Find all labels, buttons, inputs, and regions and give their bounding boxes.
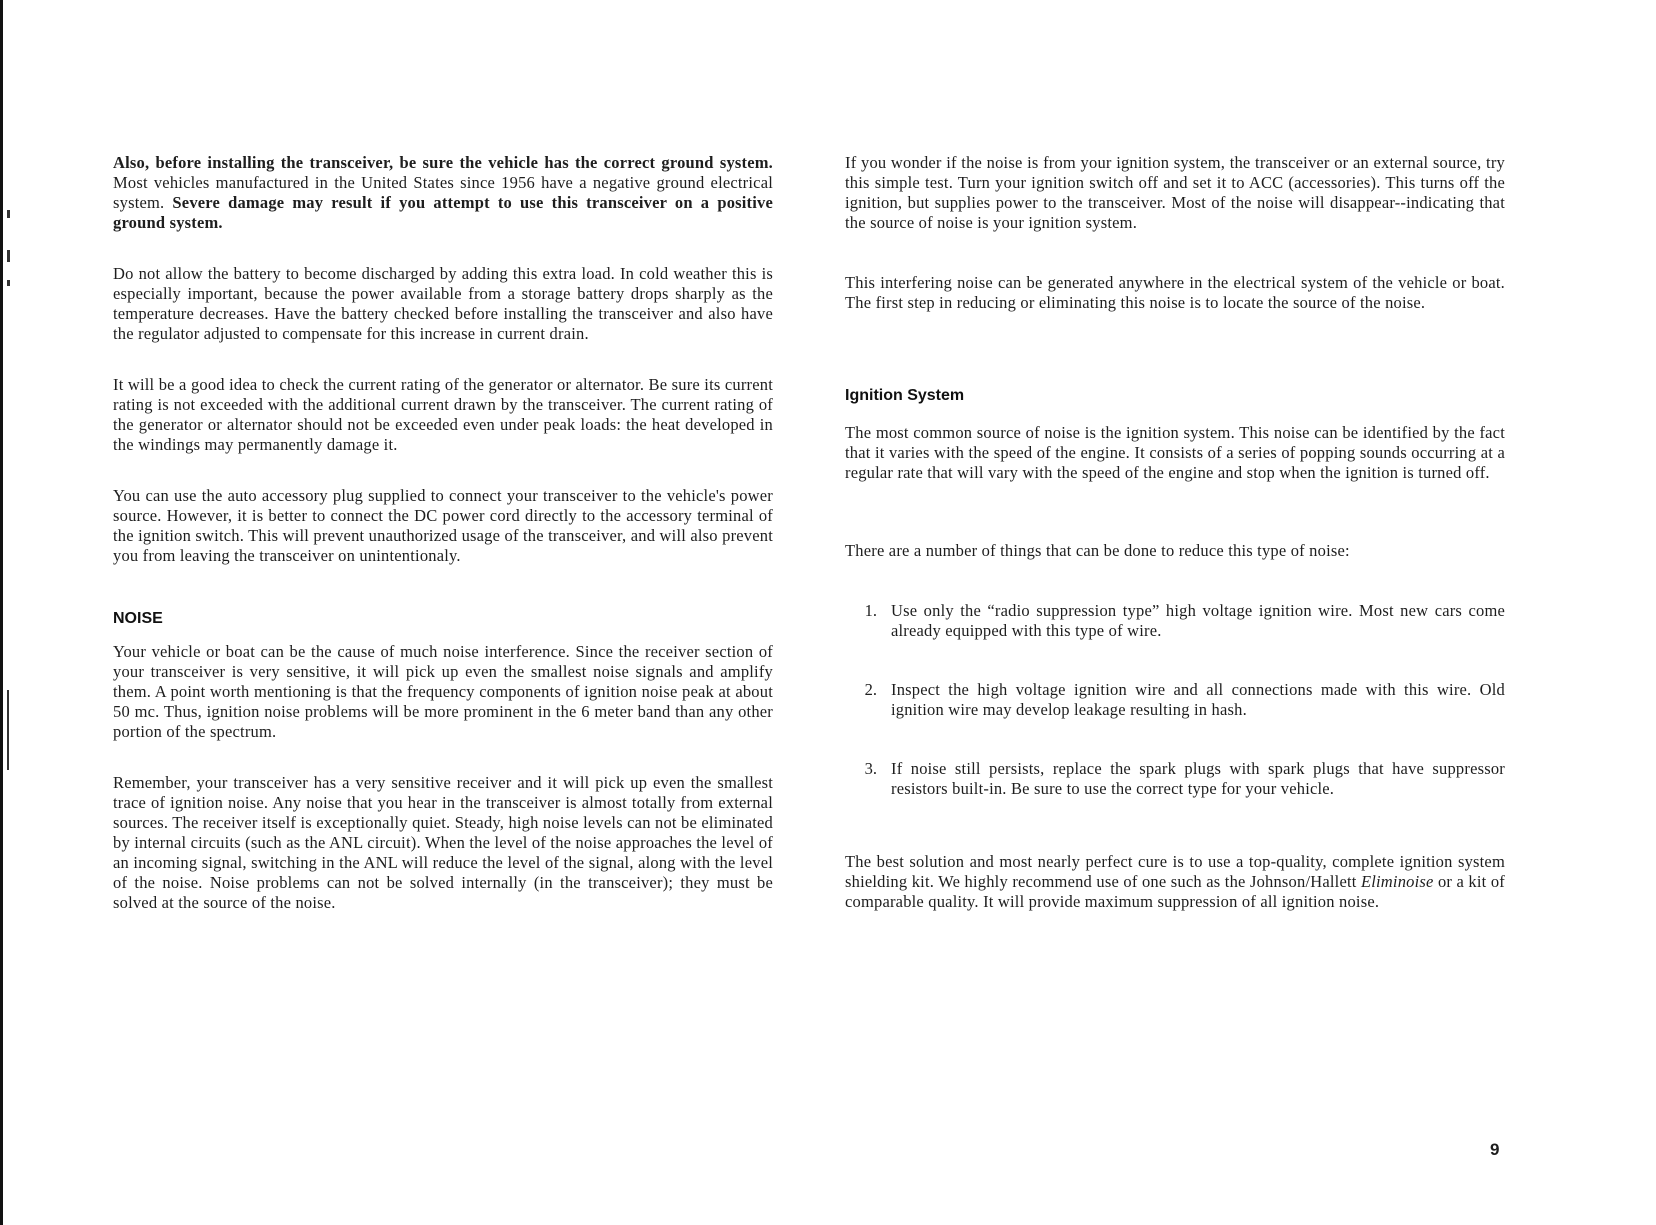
edge-mark	[7, 280, 10, 286]
paragraph-things-to-do: There are a number of things that can be done to reduce this type of noise:	[845, 541, 1350, 560]
left-column	[113, 153, 773, 913]
list-text: If noise still persists, replace the spark plugs with spark plugs that have suppressor resistors built-in. Be sure to use the correct type for your vehicle.	[891, 759, 1505, 798]
paragraph-ignition-source: The most common source of noise is the ignition system. This noise can be identified by the fact that it varies with the speed of the engine. It consists of a series of popping sounds occurring at a regular rate that will vary with the speed of the engine and stop when the ignition is turned off.	[845, 423, 1505, 482]
page-edge-line	[0, 0, 3, 1225]
warning-text: Severe damage may result if you attempt to use this transceiver on a positive ground system.	[113, 193, 773, 232]
edge-mark	[7, 690, 9, 770]
right-column	[845, 153, 1505, 912]
list-number: 3.	[864, 759, 877, 778]
bold-text: Also, before installing the transceiver, be sure the vehicle has the correct ground system.	[113, 153, 773, 172]
paragraph-current-rating: It will be a good idea to check the current rating of the generator or alternator. Be sure its current rating is not exceeded with the additional current drawn by the transceiver. The current rating of the generator or alternator should not be exceeded even under peak loads: the heat developed in the windings may permanently damage it.	[113, 375, 773, 454]
paragraph-simple-test: If you wonder if the noise is from your ignition system, the transceiver or an external source, try this simple test. Turn your ignition switch off and set it to ACC (accessories). This turns off the ignition, but supplies power to the transceiver. Most of the noise will disappear--indicating that the source of noise is your ignition system.	[845, 153, 1505, 232]
list-item	[845, 759, 1505, 799]
list-text: Use only the “radio suppression type” high voltage ignition wire. Most new cars come already equipped with this type of wire.	[891, 601, 1505, 640]
paragraph-best-solution	[845, 852, 1505, 912]
heading-ignition-system: Ignition System	[845, 387, 965, 404]
noise-reduction-list	[845, 601, 1505, 799]
paragraph-interfering-noise: This interfering noise can be generated anywhere in the electrical system of the vehicle or boat. The first step in reducing or eliminating this noise is to locate the source of the noise.	[845, 273, 1505, 312]
paragraph-sensitive-receiver: Remember, your transceiver has a very sensitive receiver and it will pick up even the smallest trace of ignition noise. Any noise that you hear in the transceiver is almost totally from external sources. The receiver itself is exceptionally quiet. Steady, high noise levels can not be eliminated by internal circuits (such as the ANL circuit). When the level of the noise approaches the level of an incoming signal, switching in the ANL will reduce the level of the signal, along with the level of the noise. Noise problems can not be solved internally (in the transceiver); they must be solved at the source of the noise.	[113, 773, 773, 912]
page-number: 9	[1490, 1140, 1500, 1159]
body-text: or a kit of comparable quality. It will provide maximum suppression of all ignition noise.	[845, 872, 1505, 911]
paragraph-ground-system	[113, 153, 773, 233]
edge-mark	[7, 210, 10, 218]
list-item	[845, 680, 1505, 720]
edge-mark	[7, 250, 10, 262]
body-text: The best solution and most nearly perfect cure is to use a top-quality, complete ignition system shielding kit. We highly recommend use of one such as the Johnson/Hallett	[845, 852, 1505, 891]
product-name: Eliminoise	[1360, 872, 1434, 891]
body-text: Most vehicles manufactured in the United States since 1956 have a negative ground electrical system.	[113, 173, 773, 212]
list-text: Inspect the high voltage ignition wire and all connections made with this wire. Old ignition wire may develop leakage resulting in hash.	[891, 680, 1505, 719]
paragraph-noise-interference: Your vehicle or boat can be the cause of much noise interference. Since the receiver section of your transceiver is very sensitive, it will pick up even the smallest noise signals and amplify them. A point worth mentioning is that the frequency components of ignition noise peak at about 50 mc. Thus, ignition noise problems will be more prominent in the 6 meter band than any other portion of the spectrum.	[113, 642, 773, 741]
paragraph-accessory-plug: You can use the auto accessory plug supplied to connect your transceiver to the vehicle's power source. However, it is better to connect the DC power cord directly to the accessory terminal of the ignition switch. This will prevent unauthorized usage of the transceiver, and will also prevent you from leaving the transceiver on unintentionaly.	[113, 486, 773, 565]
list-item	[845, 601, 1505, 641]
paragraph-battery: Do not allow the battery to become discharged by adding this extra load. In cold weather this is especially important, because the power available from a storage battery drops sharply as the temperature decreases. Have the battery checked before installing the transceiver and also have the regulator adjusted to compensate for this increase in current drain.	[113, 264, 773, 343]
heading-noise: NOISE	[113, 610, 163, 627]
list-number: 2.	[864, 680, 877, 699]
list-number: 1.	[864, 601, 877, 620]
